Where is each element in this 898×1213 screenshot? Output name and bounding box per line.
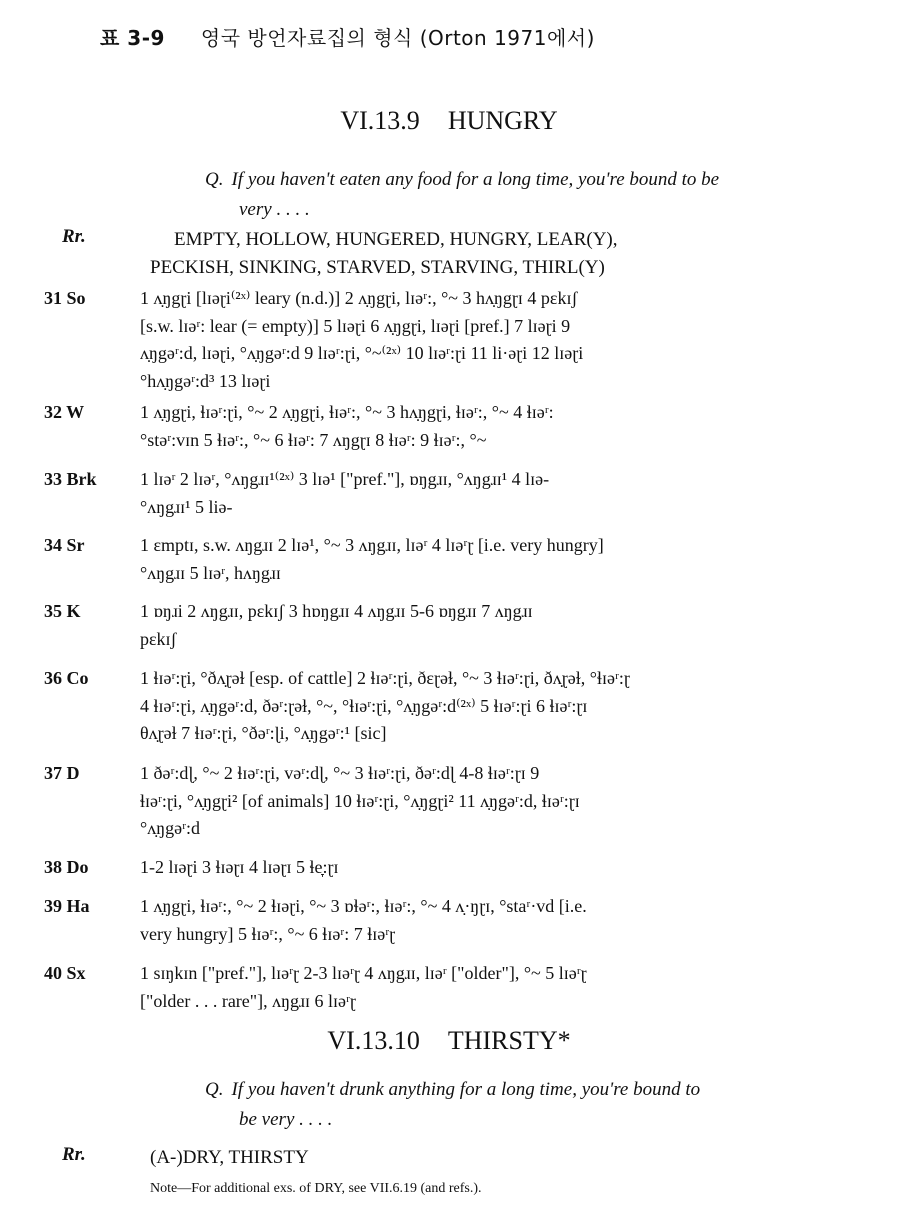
question-line: If you haven't drunk anything for a long time, you're bound to bbox=[231, 1079, 701, 1100]
dialect-entry bbox=[44, 665, 898, 748]
section-heading-thirsty bbox=[0, 1026, 898, 1056]
entry-line: 1 ðəʳ:dɭ, °~ 2 ɬɪəʳ:ɽi, vəʳ:dɭ, °~ 3 ɬɪəʳ:ɽi, ðəʳ:dɭ 4-8 ɬɪəʳ:ɽɪ 9 bbox=[140, 763, 540, 783]
section-code: VI.13.9 bbox=[340, 106, 420, 135]
question-label: Q. bbox=[205, 1079, 224, 1100]
entry-line: 1 ʌ̣ŋgɽi, ɬɪəʳ:, °~ 2 ɬɪəɽi, °~ 3 ɒɬəʳ:, ɬɪəʳ:, °~ 4 ʌ̣·ŋɽɪ, °staʳ·vd [i.e. bbox=[140, 896, 587, 916]
locality-label: 40 Sx bbox=[44, 963, 86, 983]
entry-line: θʌ̣ɽəɫ 7 ɬɪəʳ:ɽi, °ðəʳ:ɭi, °ʌ̣ŋgəʳ:¹ [sic] bbox=[140, 723, 387, 743]
entry-line: ʌ̣ŋgəʳ:d, lɪəɽi, °ʌ̣ŋgəʳ:d 9 lɪəʳ:ɽi, °~⁽²ˣ⁾ 10 lɪəʳ:ɽi 11 li·əɽi 12 lɪəɽi bbox=[140, 343, 584, 363]
entry-line: 1 ɒŋɹi 2 ʌŋgɹɪ, pɛkɪʃ 3 hɒŋgɹɪ 4 ʌŋgɹɪ 5-6 ɒŋgɹɪ 7 ʌŋgɹɪ bbox=[140, 601, 533, 621]
dialect-entry bbox=[44, 960, 898, 1015]
section-heading-hungry bbox=[0, 106, 898, 136]
locality-label: 33 Brk bbox=[44, 469, 97, 489]
dialect-entry bbox=[44, 532, 898, 587]
locality-label: 35 K bbox=[44, 601, 81, 621]
entry-line: 1 ɛmptɪ, s.w. ʌŋgɹɪ 2 lɪə¹, °~ 3 ʌŋgɹɪ, lɪəʳ 4 lɪəʳɽ [i.e. very hungry] bbox=[140, 535, 604, 555]
entry-line: ["older . . . rare"], ʌŋgɹɪ 6 lɪəʳɽ bbox=[140, 990, 356, 1011]
dialect-entry bbox=[44, 466, 898, 521]
locality-label: 34 Sr bbox=[44, 535, 85, 555]
question-line: be very . . . . bbox=[239, 1109, 333, 1130]
responses-line: PECKISH, SINKING, STARVED, STARVING, THIRL(Y) bbox=[150, 257, 605, 278]
locality-label: 38 Do bbox=[44, 857, 89, 877]
dialect-entry bbox=[44, 854, 898, 882]
entry-line: pɛkɪʃ bbox=[140, 628, 177, 649]
entry-line: °ʌ̣ŋgəʳ:d bbox=[140, 818, 201, 838]
question-label: Q. bbox=[205, 169, 224, 190]
entry-line: 1 sɪŋkɪn ["pref."], lɪəʳɽ 2-3 lɪəʳɽ 4 ʌŋgɹɪ, lɪəʳ ["older"], °~ 5 lɪəʳɽ bbox=[140, 963, 587, 983]
entry-line: 1 ʌ̣ŋgɽi, ɬɪəʳ:ɽi, °~ 2 ʌ̣ŋgɽi, ɬɪəʳ:, °~ 3 hʌ̣ŋgɽi, ɬɪəʳ:, °~ 4 ɬɪəʳ: bbox=[140, 402, 554, 422]
dialect-entry bbox=[44, 760, 898, 843]
entry-line: 1-2 lɪəɽi 3 ɬɪəɽɪ 4 lɪəɽɪ 5 ɬe̞:ɽɪ bbox=[140, 857, 339, 877]
responses-thirsty: (A-)DRY, THIRSTY bbox=[150, 1147, 309, 1168]
responses-label: Rr. bbox=[62, 226, 86, 247]
section-word: HUNGRY bbox=[447, 106, 558, 135]
entry-line: 4 ɬɪəʳ:ɽi, ʌ̣ŋgəʳ:d, ðəʳ:ɽəɫ, °~, °ɬɪəʳ:ɽi, °ʌ̣ŋgəʳ:d⁽²ˣ⁾ 5 ɬɪəʳ:ɽi 6 ɬɪəʳ:ɽɪ bbox=[140, 695, 588, 716]
entry-line: 1 ʌ̣ŋgɽi [lɪəɽi⁽²ˣ⁾ leary (n.d.)] 2 ʌ̣ŋgɽi, lɪəʳ:, °~ 3 hʌ̣ŋgɽɪ 4 pɛkɪʃ bbox=[140, 288, 578, 308]
entry-line: very hungry] 5 ɬɪəʳ:, °~ 6 ɬɪəʳ: 7 ɬɪəʳɽ bbox=[140, 923, 396, 944]
question-hungry bbox=[205, 165, 719, 225]
dialect-entry bbox=[44, 399, 898, 454]
responses-hungry bbox=[150, 226, 618, 282]
locality-label: 39 Ha bbox=[44, 896, 90, 916]
question-thirsty bbox=[205, 1075, 700, 1135]
dialect-entry bbox=[44, 893, 898, 948]
locality-label: 36 Co bbox=[44, 668, 89, 688]
table-number: 표 3-9 bbox=[100, 26, 165, 50]
locality-label: 32 W bbox=[44, 402, 85, 422]
entry-line: [s.w. lɪəʳ: lear (= empty)] 5 lɪəɽi 6 ʌ̣ŋgɽi, lɪəɽi [pref.] 7 lɪəɽi 9 bbox=[140, 315, 571, 336]
entry-line: 1 ɬɪəʳ:ɽi, °ðʌ̣ɽəɫ [esp. of cattle] 2 ɬɪəʳ:ɽi, ðɛɽəɫ, °~ 3 ɬɪəʳ:ɽi, ðʌ̣ɽəɫ, °ɬɪəʳ:ɽ bbox=[140, 668, 630, 688]
entry-line: °ʌŋgɹɪ¹ 5 liə- bbox=[140, 496, 233, 517]
question-line: very . . . . bbox=[239, 199, 310, 220]
table-title: 영국 방언자료집의 형식 (Orton 1971에서) bbox=[200, 26, 595, 50]
question-line: If you haven't eaten any food for a long time, you're bound to be bbox=[231, 169, 720, 190]
entry-line: 1 lɪəʳ 2 lɪəʳ, °ʌŋgɹɪ¹⁽²ˣ⁾ 3 lɪə¹ ["pref."], ɒŋgɹɪ, °ʌŋgɹɪ¹ 4 lɪə- bbox=[140, 469, 550, 489]
dialect-entry bbox=[44, 598, 898, 653]
entry-line: °ʌŋgɹɪ 5 lɪəʳ, hʌŋgɹɪ bbox=[140, 562, 281, 583]
section-code: VI.13.10 bbox=[327, 1026, 420, 1055]
locality-label: 31 So bbox=[44, 288, 86, 308]
locality-label: 37 D bbox=[44, 763, 80, 783]
entry-line: °stəʳ:vɪn 5 ɬɪəʳ:, °~ 6 ɬɪəʳ: 7 ʌŋgɽɪ 8 ɬɪəʳ: 9 ɬɪəʳ:, °~ bbox=[140, 429, 487, 450]
note: Note—For additional exs. of DRY, see VII.6.19 (and refs.). bbox=[150, 1181, 482, 1196]
responses-line: EMPTY, HOLLOW, HUNGERED, HUNGRY, LEAR(Y), bbox=[174, 229, 618, 250]
table-caption bbox=[100, 22, 595, 51]
entry-line: °hʌ̣ŋgəʳ:d³ 13 lɪəɽi bbox=[140, 370, 271, 391]
dialect-entry bbox=[44, 285, 898, 395]
responses-label: Rr. bbox=[62, 1144, 86, 1165]
entry-line: ɬɪəʳ:ɽi, °ʌ̣ŋgɽi² [of animals] 10 ɬɪəʳ:ɽi, °ʌ̣ŋgɽi² 11 ʌ̣ŋgəʳ:d, ɬɪəʳ:ɽɪ bbox=[140, 790, 580, 811]
section-word: THIRSTY* bbox=[447, 1026, 571, 1055]
